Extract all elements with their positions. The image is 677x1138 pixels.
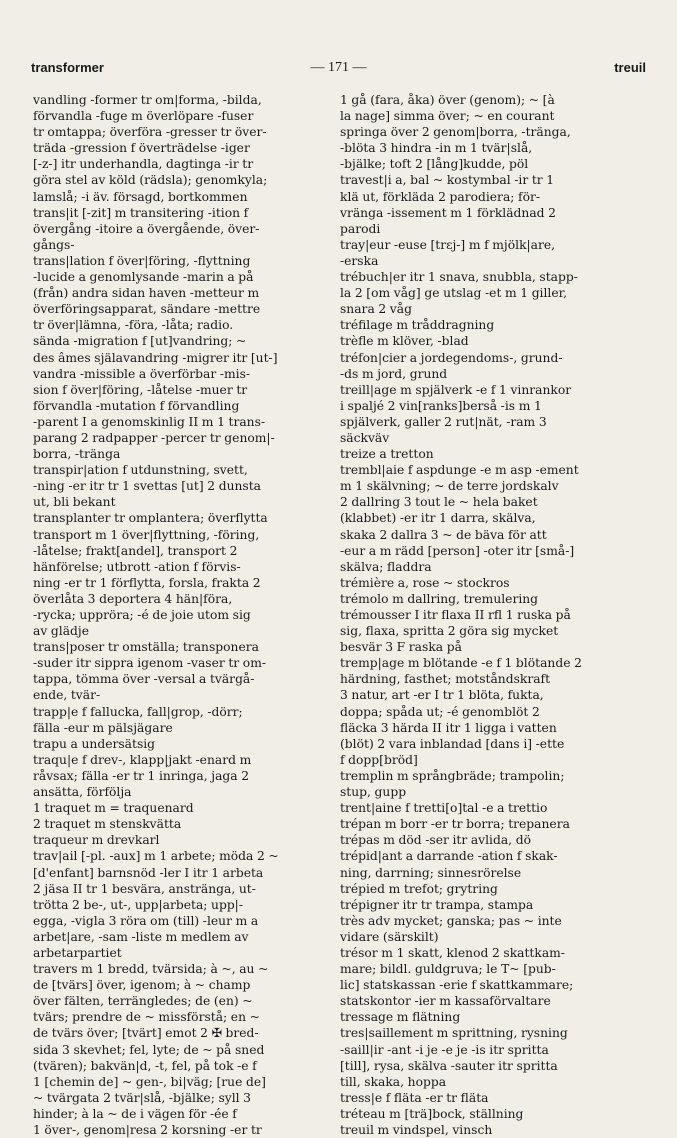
entry-line: treill|age m spjälverk -e f 1 vinrankor — [340, 382, 572, 397]
entry-line: -lucide a genomlysande -marin a på — [33, 270, 254, 285]
entry-line: tappa, tömma över -versal a tvärgå- — [33, 672, 255, 687]
entry-line: transport m 1 över|flyttning, -föring, — [33, 527, 260, 542]
guide-word-right: treuil — [614, 60, 646, 75]
entry-line: m 1 skälvning; ~ de terre jordskalv — [340, 479, 559, 494]
entry-line: de tvärs över; [tvärt] emot 2 ✠ bred- — [33, 1026, 259, 1041]
entry-line: trans|it [-zit] m transitering -ition f — [33, 205, 249, 220]
entry-line: trépas m död -ser itr avlida, dö — [340, 833, 531, 848]
page-number: — 171 — — [310, 60, 367, 75]
entry-line: trembl|aie f aspdunge -e m asp -ement — [340, 463, 579, 478]
dictionary-entry — [340, 897, 630, 913]
dictionary-entry — [340, 1122, 630, 1138]
entry-line: -eur a m rädd [person] -oter itr [små-] — [340, 543, 575, 558]
dictionary-entry — [340, 350, 630, 382]
entry-line: statskontor -ier m kassaförvaltare — [340, 994, 551, 1009]
entry-line: trémousser I itr flaxa II rfl 1 ruska på — [340, 608, 571, 622]
dictionary-entry — [340, 172, 630, 236]
entry-line: arbetarpartiet — [33, 945, 122, 960]
entry-line: lamslå; -i äv. försagd, bortkommen — [33, 189, 248, 204]
entry-line: råvsax; fälla -er tr 1 inringa, jaga 2 — [33, 768, 250, 783]
dictionary-entry — [33, 205, 316, 253]
entry-line: mare; bildl. guldgruva; le T~ [pub- — [340, 962, 556, 977]
entry-line: vidare (särskilt) — [340, 929, 439, 944]
entry-line: göra stel av köld (rädsla); genomkyla; — [33, 173, 268, 188]
entry-line: -saill|ir -ant -i je -e je -is itr spritta — [340, 1042, 549, 1057]
entry-line: tr omtappa; överföra -gresser tr över- — [33, 125, 267, 140]
entry-line: ansätta, förfölja — [33, 785, 132, 800]
entry-line: la nage] simma över; ~ en courant — [340, 109, 555, 124]
entry-line: la 2 [om våg] ge utslag -et m 1 giller, — [340, 286, 568, 301]
dictionary-entry — [33, 92, 316, 205]
entry-line: doppa; spåda ut; -é genomblöt 2 — [340, 704, 540, 719]
page-header — [25, 60, 652, 80]
entry-line: trémolo m dallring, tremulering — [340, 591, 539, 606]
entry-line: 1 gå (fara, åka) över (genom); ~ [à — [340, 93, 555, 107]
entry-line: -låtelse; frakt[andel], transport 2 — [33, 543, 238, 558]
entry-line: av glädje — [33, 624, 89, 639]
entry-line: fälla -eur m pälsjägare — [33, 720, 173, 735]
dictionary-entry — [340, 945, 630, 1009]
entry-line: trèfle m klöver, -blad — [340, 334, 469, 349]
dictionary-entry — [340, 800, 630, 816]
entry-line: -bjälke; toft 2 [lång]kudde, pöl — [340, 157, 529, 172]
entry-line: tremp|age m blötande -e f 1 blötande 2 — [340, 656, 582, 671]
entry-line: tray|eur -euse [trɛj-] m f mjölk|are, — [340, 237, 556, 252]
dictionary-entry — [340, 237, 630, 269]
entry-line: egga, -vigla 3 röra om (till) -leur m a — [33, 913, 259, 928]
entry-line: vandling -former tr om|forma, -bilda, — [33, 93, 262, 107]
dictionary-entry — [340, 1025, 630, 1089]
entry-line: gångs- — [33, 237, 75, 252]
entry-line: trépan m borr -er tr borra; trepanera — [340, 817, 570, 832]
dictionary-entry — [33, 800, 316, 816]
entry-line: 2 jäsa II tr 1 besvära, anstränga, ut- — [33, 881, 256, 896]
entry-line: (tvären); bakvän|d, -t, fel, på tok -e f — [33, 1058, 257, 1073]
dictionary-entry — [340, 591, 630, 607]
entry-line: trésor m 1 skatt, klenod 2 skattkam- — [340, 945, 565, 960]
entry-line: tressage m flätning — [340, 1010, 461, 1025]
guide-word-left: transformer — [31, 60, 104, 75]
entry-line: 2 dallring 3 tout le ~ hela baket — [340, 495, 538, 510]
entry-line: (från) andra sidan haven -metteur m — [33, 286, 260, 301]
entry-line: sända -migration f [ut]vandring; ~ — [33, 334, 247, 349]
entry-line: vränga -issement m 1 förklädnad 2 — [340, 205, 556, 220]
entry-line: [-z-] itr underhandla, dagtinga -ir tr — [33, 157, 254, 172]
entry-line: trötta 2 be-, ut-, upp|arbeta; upp|- — [33, 897, 243, 912]
entry-line: klä ut, förkläda 2 parodiera; för- — [340, 189, 541, 204]
entry-line: -suder itr sippra igenom -vaser tr om- — [33, 656, 267, 671]
entry-line: över fälten, terrängledes; de (en) ~ — [33, 994, 253, 1009]
entry-line: spjälverk, galler 2 rut|nät, -ram 3 — [340, 414, 547, 429]
entry-line: f dopp[bröd] — [340, 752, 418, 767]
dictionary-entry — [340, 881, 630, 897]
entry-line: 1 över-, genom|resa 2 korsning -er tr — [33, 1123, 262, 1137]
entry-line: överföringsapparat, sändare -mettre — [33, 302, 261, 317]
entry-line: treuil m vindspel, vinsch — [340, 1123, 493, 1137]
entry-line: borra, -tränga — [33, 447, 121, 462]
entry-line: travest|i a, bal ~ kostymbal -ir tr 1 — [340, 173, 555, 188]
dictionary-entry — [340, 832, 630, 848]
dictionary-entry — [340, 1106, 630, 1122]
entry-line: till, skaka, hoppa — [340, 1074, 447, 1089]
entry-line: springa över 2 genom|borra, -tränga, — [340, 125, 571, 140]
entry-line: ning, darrning; sinnesrörelse — [340, 865, 522, 880]
entry-line: tréteau m [trä]bock, ställning — [340, 1106, 524, 1121]
entry-line: 1 traquet m = traquenard — [33, 801, 194, 816]
entry-line: trans|poser tr omställa; transponera — [33, 640, 259, 655]
entry-line: trapu a undersätsig — [33, 736, 156, 751]
entry-line: parang 2 radpapper -percer tr genom|- — [33, 430, 275, 445]
entry-line: -ning -er itr tr 1 svettas [ut] 2 dunsta — [33, 479, 262, 494]
entry-line: trébuch|er itr 1 snava, snubbla, stapp- — [340, 270, 578, 285]
entry-line: tres|saillement m sprittning, rysning — [340, 1026, 568, 1041]
entry-line: träda -gression f överträdelse -iger — [33, 141, 250, 156]
dictionary-entry — [33, 527, 316, 640]
entry-line: vandra -missible a överförbar -mis- — [33, 366, 251, 381]
entry-line: 1 [chemin de] ~ gen-, bi|väg; [rue de] — [33, 1074, 266, 1089]
dictionary-entry — [340, 575, 630, 591]
entry-line: hänförelse; utbrott -ation f förvis- — [33, 559, 241, 574]
dictionary-entry — [33, 848, 316, 961]
dictionary-entry — [340, 462, 630, 575]
dictionary-entry — [33, 961, 316, 1138]
dictionary-entry — [340, 317, 630, 333]
entry-line: snara 2 våg — [340, 302, 412, 317]
entry-line: -erska — [340, 253, 379, 268]
dictionary-entry — [340, 446, 630, 462]
dictionary-entry — [340, 382, 630, 446]
dictionary-entry — [340, 92, 630, 172]
entry-line: trent|aine f tretti[o]tal -e a trettio — [340, 801, 548, 816]
dictionary-entry — [33, 462, 316, 510]
entry-line: fläcka 3 härda II itr 1 ligga i vatten — [340, 720, 557, 735]
dictionary-entry — [340, 1090, 630, 1106]
entry-line: förvandla -mutation f förvandling — [33, 398, 240, 413]
entry-line: säckväv — [340, 430, 390, 445]
entry-line: lic] statskassan -erie f skattkammare; — [340, 978, 574, 993]
entry-line: tress|e f fläta -er tr fläta — [340, 1090, 489, 1105]
entry-line: arbet|are, -sam -liste m medlem av — [33, 929, 249, 944]
entry-line: (blöt) 2 vara inblandad [dans i] -ette — [340, 736, 565, 751]
entry-line: sida 3 skevhet; fel, lyte; de ~ på sned — [33, 1042, 265, 1057]
entry-line: ut, bli bekant — [33, 495, 116, 510]
entry-line: trépied m trefot; grytring — [340, 881, 498, 896]
dictionary-entry — [340, 816, 630, 832]
entry-line: trémière a, rose ~ stockros — [340, 575, 510, 590]
entry-line: besvär 3 F raska på — [340, 640, 462, 655]
entry-line: (klabbet) -er itr 1 darra, skälva, — [340, 511, 536, 526]
entry-line: ning -er tr 1 förflytta, forsla, frakta 2 — [33, 575, 261, 590]
entry-line: tréfilage m tråddragning — [340, 318, 495, 333]
entry-line: trans|lation f över|föring, -flyttning — [33, 253, 251, 268]
entry-line: de [tvärs] över, igenom; à ~ champ — [33, 978, 251, 993]
entry-line: -ds m jord, grund — [340, 366, 448, 381]
entry-line: förvandla -fuge m överlöpare -fuser — [33, 109, 254, 124]
dictionary-entry — [340, 1009, 630, 1025]
entry-line: parodi — [340, 221, 381, 236]
right-column — [340, 92, 630, 1138]
entry-line: -rycka; uppröra; -é de joie utom sig — [33, 608, 251, 622]
entry-line: hinder; à la ~ de i vägen för -ée f — [33, 1106, 237, 1121]
entry-line: tvärs; prendre de ~ missförstå; en ~ — [33, 1010, 260, 1025]
entry-line: [till], rysa, skälva -sauter itr spritta — [340, 1058, 558, 1073]
dictionary-entry — [33, 253, 316, 462]
entry-line: 3 natur, art -er I tr 1 blöta, fukta, — [340, 688, 544, 703]
entry-line: ~ tvärgata 2 tvär|slå, -bjälke; syll 3 — [33, 1090, 252, 1105]
entry-line: trapp|e f fallucka, fall|grop, -dörr; — [33, 704, 243, 719]
dictionary-entry — [340, 913, 630, 945]
entry-line: härdning, fasthet; motståndskraft — [340, 672, 551, 687]
entry-line: très adv mycket; ganska; pas ~ inte — [340, 913, 562, 928]
dictionary-entry — [340, 655, 630, 768]
entry-line: tr över|lämna, -föra, -låta; radio. — [33, 318, 234, 333]
entry-line: traqu|e f drev-, klapp|jakt -enard m — [33, 752, 252, 767]
entry-line: [d'enfant] barnsnöd -ler I itr 1 arbeta — [33, 865, 264, 880]
entry-line: traqueur m drevkarl — [33, 833, 160, 848]
entry-line: trépid|ant a darrande -ation f skak- — [340, 849, 558, 864]
entry-line: travers m 1 bredd, tvärsida; à ~, au ~ — [33, 962, 269, 977]
entry-line: tremplin m språngbräde; trampolin; — [340, 768, 565, 783]
dictionary-entry — [33, 736, 316, 752]
dictionary-entry — [340, 333, 630, 349]
entry-line: tréfon|cier a jordegendoms-, grund- — [340, 350, 563, 365]
entry-line: -parent I a genomskinlig II m 1 trans- — [33, 414, 266, 429]
dictionary-entry — [340, 607, 630, 655]
entry-line: sion f över|föring, -låtelse -muer tr — [33, 382, 248, 397]
dictionary-entry — [33, 639, 316, 703]
dictionary-entry — [340, 848, 630, 880]
left-column — [33, 92, 316, 1138]
dictionary-entry — [33, 752, 316, 800]
entry-line: överlåta 3 deportera 4 hän|föra, — [33, 591, 233, 606]
entry-line: treize a tretton — [340, 447, 434, 462]
dictionary-entry — [33, 832, 316, 848]
entry-line: -blöta 3 hindra -in m 1 tvär|slå, — [340, 141, 533, 156]
entry-line: skälva; fladdra — [340, 559, 432, 574]
entry-line: trépigner itr tr trampa, stampa — [340, 897, 534, 912]
entry-line: trav|ail [-pl. -aux] m 1 arbete; möda 2 ~ — [33, 849, 279, 864]
entry-line: des âmes själavandring -migrer itr [ut-] — [33, 350, 278, 365]
entry-line: skaka 2 dallra 3 ~ de bäva för att — [340, 527, 547, 542]
entry-line: transpir|ation f utdunstning, svett, — [33, 463, 248, 478]
dictionary-entry — [340, 768, 630, 800]
entry-line: sig, flaxa, spritta 2 göra sig mycket — [340, 624, 559, 639]
entry-line: 2 traquet m stenskvätta — [33, 817, 182, 832]
entry-line: övergång -itoire a övergående, över- — [33, 221, 260, 236]
dictionary-entry — [340, 269, 630, 317]
entry-line: stup, gupp — [340, 785, 407, 800]
entry-line: i spaljé 2 vin[ranks]berså -is m 1 — [340, 398, 542, 413]
dictionary-entry — [33, 510, 316, 526]
entry-line: ende, tvär- — [33, 688, 101, 703]
entry-line: transplanter tr omplantera; överflytta — [33, 511, 268, 526]
dictionary-entry — [33, 816, 316, 832]
dictionary-entry — [33, 704, 316, 736]
